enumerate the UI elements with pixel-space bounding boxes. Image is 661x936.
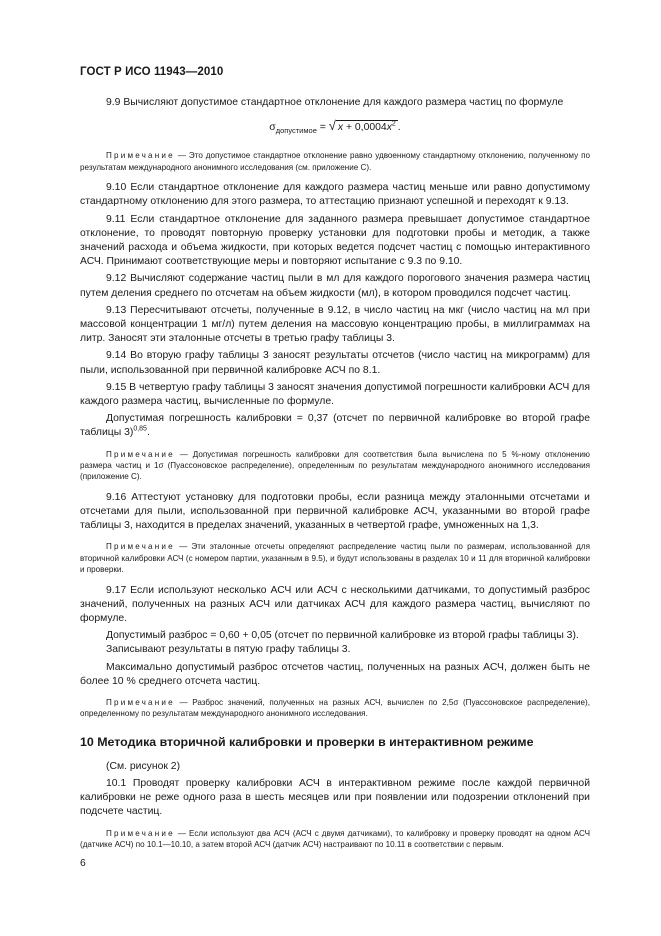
formula-plus-term: + 0,0004: [343, 122, 387, 134]
page-content: [80, 96, 590, 858]
note-1: [80, 150, 590, 173]
formula-equals: =: [316, 122, 329, 134]
formula-x: x: [337, 122, 344, 134]
paragraph-9-17: 9.17 Если используют несколько АСЧ или АСЧ с несколькими датчиками, то допустимый разброс значений, полученных на разных АСЧ или датчиках АСЧ для каждого размера частиц, вычисляют по формуле.: [80, 584, 590, 624]
note-label: Примечание: [106, 449, 175, 459]
formula-radicand: [336, 120, 398, 134]
paragraph-see-figure: (См. рисунок 2): [106, 760, 181, 772]
note-text: — Это допустимое стандартное отклонение равно удвоенному стандартному отклонению, полученному по результатам международного анонимного исследования (см. приложение С).: [80, 151, 590, 172]
paragraph-9-15: 9.15 В четвертую графу таблицы 3 заносят значения допустимой погрешности калибровки АСЧ для каждого размера частиц, вычисленные по формуле.: [80, 381, 590, 407]
note-label: Примечание: [106, 698, 175, 708]
allowable-error-period: .: [146, 427, 150, 439]
paragraph-max-spread: Максимально допустимый разброс отсчетов частиц, полученных на разных АСЧ, должен быть не более 10 % среднего отсчета частиц.: [80, 661, 590, 687]
note-5: [80, 828, 590, 851]
note-text: — Эти эталонные отсчеты определяют распределение частиц пыли по размерам, использованной для вторичной калибровки АСЧ (с номером партии, указанным в 9.5), и будут использованы в разделах 10 и 11 для вторичной калибровки и проверки.: [80, 542, 590, 575]
page-number: 6: [80, 858, 86, 869]
paragraph-9-9: 9.9 Вычисляют допустимое стандартное отклонение для каждого размера частиц по формуле: [106, 97, 564, 108]
note-label: Примечание: [106, 828, 175, 838]
paragraph-9-11: 9.11 Если стандартное отклонение для заданного размера превышает допустимое стандартное отклонение, то проводят повторную проверку установки для подготовки пробы и методик, а также значений расхода и объема жидкости, при которых ведется подсчет частиц с помощью интерактивного АСЧ. Принимают соответствующие меры и повторяют испытание с 9.3 по 9.10.: [80, 213, 590, 268]
paragraph-9-12: 9.12 Вычисляют содержание частиц пыли в мл для каждого порогового значения размера частиц путем деления среднего по отсчетам на объем жидкости (мл), в котором проводился подсчет частиц.: [80, 273, 590, 299]
formula-sigma: σ: [269, 122, 276, 134]
allowable-error-text: Допустимая погрешность калибровки = 0,37 (отсчет по первичной калибровке во второй графе таблицы 3): [80, 413, 590, 439]
paragraph-9-14: 9.14 Во вторую графу таблицы 3 заносят результаты отсчетов (число частиц на микрограмм) для пыли, использованной при первичной калибровке АСЧ по 8.1.: [80, 350, 590, 376]
section-10-heading: 10 Методика вторичной калибровки и проверки в интерактивном режиме: [80, 734, 534, 749]
note-2: [80, 449, 590, 483]
note-text: — Разброс значений, полученных на разных АСЧ, вычислен по 2,5σ (Пуассоновское распределение), определенному по результатам международного анонимного исследования.: [80, 698, 590, 719]
formula-sigma-subscript: допустимое: [275, 126, 317, 136]
formula-x-squared: x: [386, 122, 392, 134]
sqrt-symbol-icon: √: [328, 118, 336, 134]
note-text: — Если используют два АСЧ (АСЧ с двумя датчиками), то калибровку и проверку проводят на одном АСЧ (датчике АСЧ) по 10.1—10.10, а затем второй АСЧ (датчик АСЧ) настраивают по 10.11 в соответствии с первым.: [80, 828, 590, 850]
paragraph-9-10: 9.10 Если стандартное отклонение для каждого размера частиц меньше или равно допустимому стандартному отклонению для этого размера, то аттестацию признают успешной и переходят к 9.13.: [80, 182, 590, 208]
paragraph-record-results: Записывают результаты в пятую графу таблицы 3.: [106, 644, 351, 656]
note-3: [80, 541, 590, 575]
note-4: [80, 697, 590, 720]
paragraph-9-16: 9.16 Аттестуют установку для подготовки пробы, если разница между эталонными отсчетами и отсчетами для пыли, использованной при первичной калибровке АСЧ, указанными во второй графе таблицы 3, находится в пределах значений, указанных в четвертой графе, умноженных на 1,3.: [80, 491, 590, 532]
note-text: — Допустимая погрешность калибровки для соответствия была вычислена по 5 %-ному отклонению размера частиц и 1σ (Пуассоновское распределение), определенным по результатам международного анонимного исследования (приложение С).: [80, 449, 590, 482]
note-label: Примечание: [106, 542, 175, 552]
formula-exponent: 2: [391, 120, 396, 128]
note-label: Примечание: [106, 151, 175, 161]
allowable-error-exponent: 0,85: [133, 425, 147, 433]
paragraph-9-13: 9.13 Пересчитывают отсчеты, полученные в 9.12, в число частиц на мкг (число частиц на мл при массовой концентрации 1 мг/л) путем деления на массовую концентрацию пробы, в миллиграммах на литр. Заносят эти эталонные отсчеты в третью графу таблицы 3.: [80, 304, 590, 345]
paragraph-allowable-error: [80, 412, 590, 440]
paragraph-allowable-spread: Допустимый разброс = 0,60 + 0,05 (отсчет по первичной калибровке из второй графы таблицы 3).: [106, 630, 579, 642]
formula-period: .: [397, 122, 401, 134]
formula-allowable-sd: [80, 117, 590, 140]
page-header: ГОСТ Р ИСО 11943—2010: [80, 66, 224, 78]
paragraph-10-1: 10.1 Проводят проверку калибровки АСЧ в интерактивном режиме после каждой первичной калибровки не реже одного раза в шесть месяцев или при появлении или подозрении отклонений при подсчете частиц.: [80, 778, 590, 818]
